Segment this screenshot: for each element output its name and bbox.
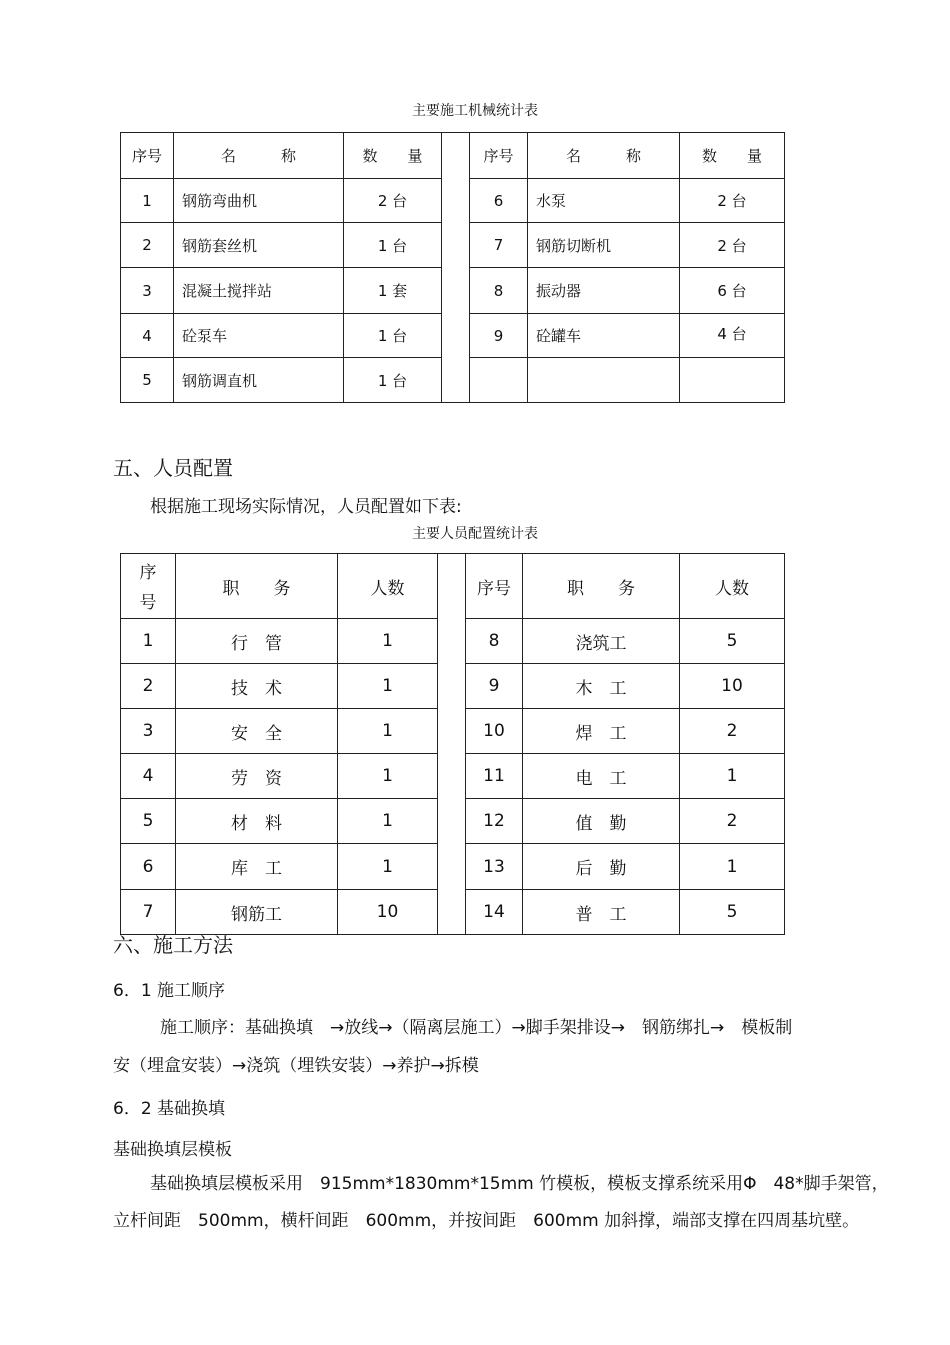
formwork-line1: 基础换填层模板采用 915mm*1830mm*15mm 竹模板，模板支撑系统采用Φ 48*脚手架管， xyxy=(150,1174,889,1194)
cell-qty: 2 台 xyxy=(344,179,442,223)
personnel-table-caption: 主要人员配置统计表 xyxy=(412,526,538,542)
personnel-table xyxy=(120,553,785,935)
cell-seq: 5 xyxy=(121,799,176,844)
cell-seq: 6 xyxy=(121,844,176,890)
cell-seq: 4 xyxy=(121,754,176,799)
machine-table xyxy=(120,132,785,403)
cell-name: 钢筋切断机 xyxy=(528,223,680,268)
cell-seq: 6 xyxy=(470,179,528,223)
cell-count: 1 xyxy=(680,754,785,799)
cell-count: 1 xyxy=(338,619,438,664)
cell-role: 库 工 xyxy=(176,844,338,890)
cell-role: 电 工 xyxy=(523,754,680,799)
cell-seq: 9 xyxy=(466,664,523,709)
cell-seq: 3 xyxy=(121,268,174,314)
cell-role: 普 工 xyxy=(523,890,680,935)
header-seq-text: 序号 xyxy=(139,563,157,613)
sequence-line2: 安（埋盒安装）→浇筑（埋铁安装）→养护→拆模 xyxy=(113,1056,479,1076)
cell-seq: 5 xyxy=(121,358,174,403)
section6-sub1: 6．1 施工顺序 xyxy=(113,981,226,1001)
cell-role: 安 全 xyxy=(176,709,338,754)
cell-count: 5 xyxy=(680,619,785,664)
cell-seq: 7 xyxy=(121,890,176,935)
cell-seq: 1 xyxy=(121,179,174,223)
cell-name: 砼罐车 xyxy=(528,314,680,358)
cell-role: 焊 工 xyxy=(523,709,680,754)
cell-count: 1 xyxy=(338,799,438,844)
cell-seq: 2 xyxy=(121,223,174,268)
cell-seq: 8 xyxy=(470,268,528,314)
cell-qty: 1 台 xyxy=(344,314,442,358)
cell-seq: 14 xyxy=(466,890,523,935)
cell-qty: 1 台 xyxy=(344,223,442,268)
header-count: 人数 xyxy=(338,554,438,619)
cell-role: 材 料 xyxy=(176,799,338,844)
header-qty: 数 量 xyxy=(680,133,785,179)
cell-role: 木 工 xyxy=(523,664,680,709)
cell-name: 钢筋套丝机 xyxy=(174,223,344,268)
cell-count: 1 xyxy=(338,709,438,754)
cell-count: 10 xyxy=(338,890,438,935)
cell-seq: 7 xyxy=(470,223,528,268)
cell-seq: 11 xyxy=(466,754,523,799)
cell-role: 技 术 xyxy=(176,664,338,709)
cell-seq: 13 xyxy=(466,844,523,890)
cell-qty: 1 套 xyxy=(344,268,442,314)
cell-seq: 1 xyxy=(121,619,176,664)
header-qty: 数 量 xyxy=(344,133,442,179)
table-gap xyxy=(442,133,470,403)
machine-table-caption: 主要施工机械统计表 xyxy=(412,103,538,119)
header-seq: 序号 xyxy=(470,133,528,179)
cell-seq: 8 xyxy=(466,619,523,664)
cell-count: 10 xyxy=(680,664,785,709)
cell-role: 后 勤 xyxy=(523,844,680,890)
cell-empty xyxy=(470,358,528,403)
header-seq xyxy=(121,554,176,619)
cell-role: 劳 资 xyxy=(176,754,338,799)
cell-count: 1 xyxy=(338,844,438,890)
cell-role: 浇筑工 xyxy=(523,619,680,664)
cell-name: 钢筋弯曲机 xyxy=(174,179,344,223)
cell-qty: 2 台 xyxy=(680,223,785,268)
cell-count: 2 xyxy=(680,799,785,844)
cell-qty: 1 台 xyxy=(344,358,442,403)
cell-name: 振动器 xyxy=(528,268,680,314)
cell-qty: 2 台 xyxy=(680,179,785,223)
cell-seq: 4 xyxy=(121,314,174,358)
machine-table-header-row xyxy=(121,133,785,179)
section6-sub3: 基础换填层模板 xyxy=(113,1140,232,1160)
cell-empty xyxy=(528,358,680,403)
header-seq: 序号 xyxy=(121,133,174,179)
header-count: 人数 xyxy=(680,554,785,619)
cell-name: 钢筋调直机 xyxy=(174,358,344,403)
cell-count: 1 xyxy=(338,664,438,709)
cell-qty: 6 台 xyxy=(680,268,785,314)
cell-count: 1 xyxy=(338,754,438,799)
header-role: 职 务 xyxy=(523,554,680,619)
section6-heading: 六、施工方法 xyxy=(113,933,233,957)
header-name: 名 称 xyxy=(528,133,680,179)
cell-role: 值 勤 xyxy=(523,799,680,844)
cell-count: 2 xyxy=(680,709,785,754)
table-gap xyxy=(438,554,466,935)
formwork-line2: 立杆间距 500mm，横杆间距 600mm，并按间距 600mm 加斜撑，端部支撑在四周基坑壁。 xyxy=(113,1211,860,1231)
cell-seq: 2 xyxy=(121,664,176,709)
personnel-table-header-row xyxy=(121,554,785,619)
section5-heading: 五、人员配置 xyxy=(113,456,233,480)
cell-count: 5 xyxy=(680,890,785,935)
cell-name: 水泵 xyxy=(528,179,680,223)
cell-seq: 9 xyxy=(470,314,528,358)
header-seq: 序号 xyxy=(466,554,523,619)
section6-sub2: 6．2 基础换填 xyxy=(113,1099,226,1119)
cell-name: 砼泵车 xyxy=(174,314,344,358)
cell-role: 钢筋工 xyxy=(176,890,338,935)
sequence-line1: 施工顺序：基础换填 →放线→（隔离层施工）→脚手架排设→ 钢筋绑扎→ 模板制 xyxy=(160,1018,793,1038)
cell-qty: 4 台 xyxy=(680,314,785,358)
cell-count: 1 xyxy=(680,844,785,890)
cell-role: 行 管 xyxy=(176,619,338,664)
cell-seq: 10 xyxy=(466,709,523,754)
header-role: 职 务 xyxy=(176,554,338,619)
cell-seq: 3 xyxy=(121,709,176,754)
cell-seq: 12 xyxy=(466,799,523,844)
cell-empty xyxy=(680,358,785,403)
section5-intro: 根据施工现场实际情况，人员配置如下表: xyxy=(150,497,462,517)
cell-name: 混凝土搅拌站 xyxy=(174,268,344,314)
header-name: 名 称 xyxy=(174,133,344,179)
